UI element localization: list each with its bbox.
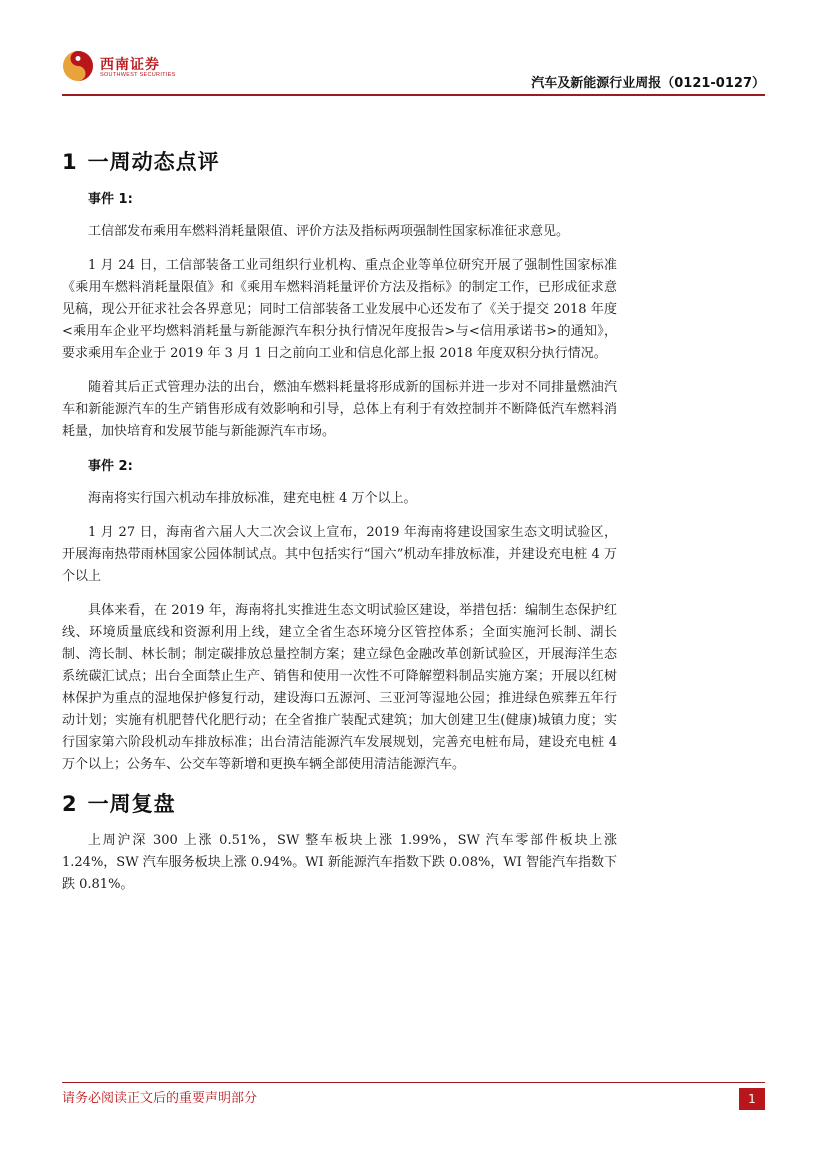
section-heading <box>62 788 617 818</box>
section-number: 2 <box>62 792 78 816</box>
report-title: 汽车及新能源行业周报（0121-0127） <box>531 76 765 91</box>
page-number: 1 <box>739 1088 765 1110</box>
paragraph: 具体来看，在 2019 年，海南将扎实推进生态文明试验区建设，举措包括：编制生态保护红线、环境质量底线和资源利用上线，建立全省生态环境分区管控体系；全面实施河长制、湖长制、湾长制、林长制；制定碳排放总量控制方案；建立绿色金融改革创新试验区，开展海洋生态系统碳汇试点；出台全面禁止生产、销售和使用一次性不可降解塑料制品实施方案；开展以红树林保护为重点的湿地保护修复行动，建设海口五源河、三亚河等湿地公园；推进绿色殡葬五年行动计划；实施有机肥替代化肥行动；在全省推广装配式建筑；加大创建卫生(健康)城镇力度；实行国家第六阶段机动车排放标准；出台清洁能源汽车发展规划，完善充电桩布局，建设充电桩 4 万个以上；公务车、公交车等新增和更换车辆全部使用清洁能源汽车。 <box>62 603 617 772</box>
logo-english-name: SOUTHWEST SECURITIES <box>100 72 176 78</box>
paragraph: 工信部发布乘用车燃料消耗量限值、评价方法及指标两项强制性国家标准征求意见。 <box>88 224 570 239</box>
paragraph: 随着其后正式管理办法的出台，燃油车燃料耗量将形成新的国标并进一步对不同排量燃油汽车和新能源汽车的生产销售形成有效影响和引导，总体上有利于有效控制并不断降低汽车燃料消耗量，加快培育和发展节能与新能源汽车市场。 <box>62 380 617 439</box>
footer-disclaimer: 请务必阅读正文后的重要声明部分 <box>62 1091 258 1106</box>
section-title: 一周复盘 <box>87 792 176 816</box>
logo-emblem-icon <box>62 50 94 82</box>
company-logo <box>62 50 182 84</box>
section-title: 一周动态点评 <box>87 150 220 174</box>
paragraph: 上周沪深 300 上涨 0.51%，SW 整车板块上涨 1.99%，SW 汽车零部件板块上涨 1.24%，SW 汽车服务板块上涨 0.94%。WI 新能源汽车指数下跌 0.08%，WI 智能汽车指数下跌 0.81%。 <box>62 833 617 892</box>
header-divider <box>62 94 765 96</box>
event-label: 事件 2: <box>88 459 133 474</box>
section-heading <box>62 146 617 176</box>
paragraph: 1 月 27 日，海南省六届人大二次会议上宣布，2019 年海南将建设国家生态文明试验区，开展海南热带雨林国家公园体制试点。其中包括实行“国六”机动车排放标准，并建设充电桩 4 万个以上 <box>62 525 617 584</box>
event-label: 事件 1: <box>88 192 133 207</box>
logo-chinese-name: 西南证券 <box>100 57 160 73</box>
section-number: 1 <box>62 150 78 174</box>
main-content <box>62 146 617 908</box>
paragraph: 海南将实行国六机动车排放标准，建充电桩 4 万个以上。 <box>88 491 417 506</box>
page-header <box>0 0 827 100</box>
footer-divider <box>62 1082 765 1083</box>
paragraph: 1 月 24 日，工信部装备工业司组织行业机构、重点企业等单位研究开展了强制性国家标准《乘用车燃料消耗量限值》和《乘用车燃料消耗量评价方法及指标》的制定工作，已形成征求意见稿，现公开征求社会各界意见；同时工信部装备工业发展中心还发布了《关于提交 2018 年度<乘用车企业平均燃料消耗量与新能源汽车积分执行情况年度报告>与<信用承诺书>的通知》，要求乘用车企业于 2019 年 3 月 1 日之前向工业和信息化部上报 2018 年度双积分执行情况。 <box>62 258 617 361</box>
